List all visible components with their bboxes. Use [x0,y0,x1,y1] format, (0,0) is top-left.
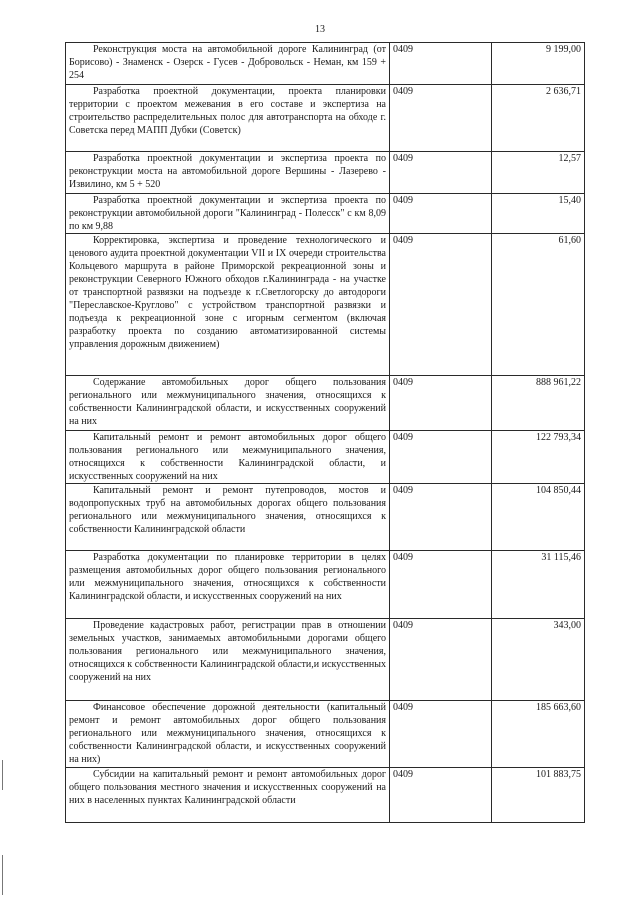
table-row [66,431,585,484]
row-description: Финансовое обеспечение дорожной деятельности (капитальный ремонт и ремонт автомобильных дорог общего пользования регионального или межмуниципального значения, относящихся к собственности Калининградской области, и искусственных сооружений на них) [66,701,390,768]
row-amount: 104 850,44 [492,484,585,551]
row-code: 0409 [390,768,492,823]
row-amount: 12,57 [492,152,585,194]
table-row [66,701,585,768]
page-number: 13 [315,24,325,35]
row-amount: 15,40 [492,194,585,234]
row-amount: 9 199,00 [492,43,585,85]
table-row [66,768,585,823]
row-amount: 2 636,71 [492,85,585,152]
row-amount: 888 961,22 [492,376,585,431]
row-description: Содержание автомобильных дорог общего пользования регионального или межмуниципального значения, относящихся к собственности Калининградской области, и искусственных сооружений на них [66,376,390,431]
row-description: Разработка проектной документации и экспертиза проекта по реконструкции моста на автомобильной дороге Вершины - Лазерево - Извилино, км 5 + 520 [66,152,390,194]
row-amount: 343,00 [492,619,585,701]
table-row [66,152,585,194]
table-row [66,194,585,234]
row-description: Реконструкция моста на автомобильной дороге Калининград (от Борисово) - Знаменск - Озерск - Гусев - Добровольск - Неман, км 159 + 254 [66,43,390,85]
row-description: Проведение кадастровых работ, регистрации прав в отношении земельных участков, занимаемых автомобильными дорогами общего пользования регионального или межмуниципального значения, относящихся к собственности Калининградской области,и искусственных сооружений на них [66,619,390,701]
table-row [66,234,585,376]
row-amount: 31 115,46 [492,551,585,619]
row-amount: 185 663,60 [492,701,585,768]
row-description: Корректировка, экспертиза и проведение технологического и ценового аудита проектной документации VII и IX очереди строительства Кольцевого маршрута в районе Приморской рекреационной зоны и реконструкции Северного Южного обходов г.Калининграда - на участке от транспортной развязки на подъезде к г.Светлогорску до автодороги "Переславское-Круглово" с устройством транспортной развязки и подъезда к рекреационной зоне с игорным сегментом (включая разработку проекта по созданию автоматизированной системы управления дорожным движением) [66,234,390,376]
row-code: 0409 [390,234,492,376]
row-code: 0409 [390,152,492,194]
row-code: 0409 [390,619,492,701]
row-code: 0409 [390,701,492,768]
row-amount: 61,60 [492,234,585,376]
row-code: 0409 [390,484,492,551]
scan-edge-mark [2,760,3,790]
row-description: Разработка документации по планировке территории в целях размещения автомобильных дорог общего пользования регионального или межмуниципального значения, относящихся к собственности Калининградской области, и искусственных сооружений на них [66,551,390,619]
table-row [66,551,585,619]
row-description: Капитальный ремонт и ремонт путепроводов, мостов и водопропускных труб на автомобильных дорогах общего пользования регионального или межмуниципального значения, относящихся к собственности Калининградской области [66,484,390,551]
row-amount: 122 793,34 [492,431,585,484]
row-code: 0409 [390,85,492,152]
row-description: Субсидии на капитальный ремонт и ремонт автомобильных дорог общего пользования местного значения и искусственных сооружений на них в населенных пунктах Калининградской области [66,768,390,823]
row-description: Разработка проектной документации и экспертиза проекта по реконструкции автомобильной дороги "Калининград - Полесск" с км 8,09 по км 9,88 [66,194,390,234]
row-code: 0409 [390,431,492,484]
table-row [66,619,585,701]
table-row [66,484,585,551]
scan-edge-mark [2,855,3,895]
table-row [66,376,585,431]
row-description: Разработка проектной документации, проекта планировки территории с проектом межевания в его составе и экспертиза на строительство распределительных полос для автотранспорта на обходе г. Советска перед МАПП Дубки (Советск) [66,85,390,152]
row-amount: 101 883,75 [492,768,585,823]
row-code: 0409 [390,376,492,431]
budget-table [65,42,585,823]
row-code: 0409 [390,551,492,619]
table-row [66,43,585,85]
row-description: Капитальный ремонт и ремонт автомобильных дорог общего пользования регионального или межмуниципального значения, относящихся к собственности Калининградской области, и искусственных сооружений на них [66,431,390,484]
row-code: 0409 [390,43,492,85]
table-row [66,85,585,152]
row-code: 0409 [390,194,492,234]
